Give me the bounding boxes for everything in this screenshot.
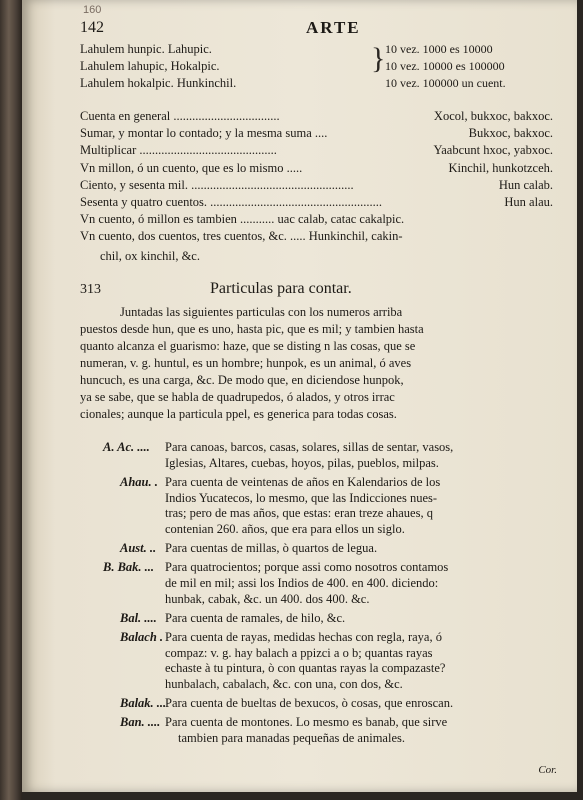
entry-line: compaz: v. g. hay balach a ppizci a o b; quantas rayas: [165, 645, 433, 660]
entry-line: tambien para manadas pequeñas de animales.: [178, 731, 405, 745]
paragraph-line: ya se sabe, que se habla de quadrupedos, ó alados, y otros irrac: [80, 390, 395, 404]
entry-line: tras; pero de mas años, que estas: eran treze ahaues, q: [165, 506, 433, 521]
glossary-term: Ciento, y sesenta mil. ....................................................: [80, 177, 354, 192]
glossary-answer: Hun calab.: [498, 177, 553, 192]
section-title: Particulas para contar.: [210, 280, 352, 297]
corner-mark: 160: [83, 4, 102, 16]
glossary-answer: Yaabcunt hxoc, yabxoc.: [433, 143, 553, 158]
page-number: 142: [80, 19, 104, 36]
entry-label: Balak. ...: [120, 696, 167, 711]
glossary-answer: Bukxoc, bakxoc.: [468, 126, 553, 141]
entry-line: Para cuenta de montones. Lo mesmo es banab, que sirve: [165, 715, 448, 730]
glossary-term: Sumar, y montar lo contado; y la mesma suma ....: [80, 126, 328, 141]
glossary-term: Vn millon, ó un cuento, que es lo mismo .....: [80, 160, 303, 175]
entry-label: B. Bak. ...: [103, 560, 155, 575]
top-row-name: Lahulem lahupic, Hokalpic.: [80, 59, 220, 73]
glossary-term: Vn cuento, dos cuentos, tres cuentos, &c. ..... Hunkinchil, cakin-: [80, 229, 403, 244]
top-row-value: 10 vez. 100000 un cuent.: [385, 76, 506, 90]
glossary-continuation: chil, ox kinchil, &c.: [100, 249, 200, 263]
entry-line: Para quatrocientos; porque assi como nosotros contamos: [165, 560, 449, 575]
catchword: Cor.: [538, 764, 557, 776]
running-head: ARTE: [306, 18, 361, 37]
entry-line: Para cuenta de veintenas de años en Kalendarios de los: [165, 474, 441, 489]
paragraph-line: quanto alcanza el guarismo: haze, que se disting n las cosas, que se: [80, 339, 416, 353]
entry-line: Indios Yucatecos, lo mesmo, que las Indicciones nues-: [165, 490, 438, 505]
entry-line: hunbak, cabak, &c. un 400. dos 400. &c.: [165, 591, 370, 606]
paragraph-line: numeran, v. g. huntul, es un hombre; hunpok, es un animal, ó aves: [80, 356, 412, 370]
entry-line: Iglesias, Altares, cuebas, hoyos, pilas, pueblos, milpas.: [165, 455, 439, 470]
top-row-name: Lahulem hokalpic. Hunkinchil.: [80, 76, 237, 90]
entry-label: A. Ac. ....: [103, 440, 150, 454]
glossary-answer: Xocol, bukxoc, bakxoc.: [433, 109, 553, 123]
entry-line: Para cuenta de bueltas de bexucos, ò cosas, que enroscan.: [165, 696, 454, 711]
glossary-term: Vn cuento, ó millon es tambien ........... uac calab, catac cakalpic.: [80, 212, 405, 227]
entry-line: de mil en mil; assi los Indios de 400. en 400. diciendo:: [165, 576, 439, 590]
paragraph-line: huncuch, es una carga, &c. De modo que, en diciendose hunpok,: [80, 373, 404, 387]
entry-label: Ban. ....: [120, 715, 161, 730]
paragraph-line: Juntadas las siguientes particulas con los numeros arriba: [120, 305, 403, 319]
entry-label: Balach .: [120, 629, 164, 644]
glossary-term: Sesenta y quatro cuentos. .......................................................: [80, 195, 383, 209]
book-binding: [0, 0, 22, 800]
paragraph-line: cionales; aunque la particula ppel, es generica para todas cosas.: [80, 407, 397, 421]
brace-glyph: }: [371, 42, 386, 75]
top-row-value: 10 vez. 10000 es 100000: [385, 59, 505, 73]
top-row-value: 10 vez. 1000 es 10000: [385, 42, 493, 56]
entry-line: Para cuenta de rayas, medidas hechas con regla, raya, ó: [165, 629, 442, 644]
entry-label: Bal. ....: [120, 610, 157, 625]
entry-line: Para canoas, barcos, casas, solares, sillas de sentar, vasos,: [165, 440, 454, 454]
glossary-term: Cuenta en general ..................................: [80, 109, 280, 123]
top-row-name: Lahulem hunpic. Lahupic.: [80, 42, 212, 56]
entry-line: hunbalach, cabalach, &c. con una, con dos, &c.: [165, 677, 403, 692]
entry-line: echaste à tu pintura, ò con quantas rayas la compazaste?: [165, 661, 446, 676]
entry-line: Para cuenta de ramales, de hilo, &c.: [165, 610, 346, 625]
paragraph-line: puestos desde hun, que es uno, hasta pic, que es mil; y tambien hasta: [80, 322, 424, 336]
entry-line: Para cuentas de millas, ò quartos de legua.: [165, 541, 378, 556]
glossary-answer: Kinchil, hunkotzceh.: [448, 160, 553, 175]
entry-label: Aust. ..: [120, 541, 157, 556]
entry-label: Ahau. .: [120, 474, 158, 489]
glossary-answer: Hun alau.: [504, 195, 553, 209]
entry-line: contenian 260. años, que era para ellos un siglo.: [165, 522, 405, 537]
glossary-term: Multiplicar ............................................: [80, 143, 277, 158]
section-number: 313: [80, 282, 101, 297]
